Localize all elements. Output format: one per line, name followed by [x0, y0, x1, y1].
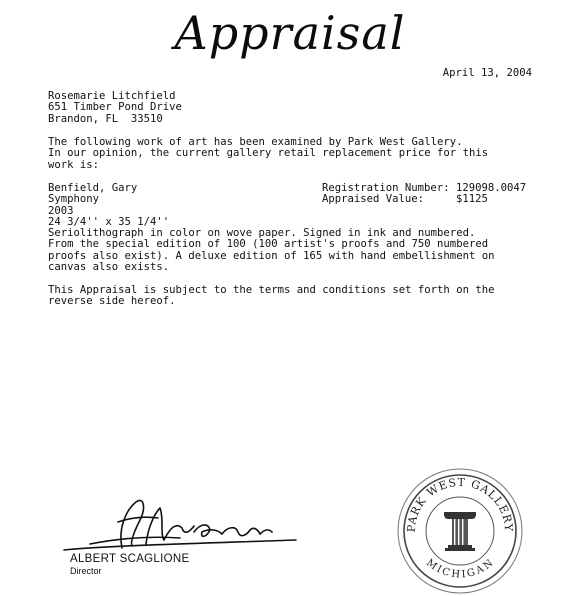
appraised-value: $1125	[455, 193, 488, 206]
terms-paragraph	[48, 285, 548, 308]
artwork-size: 24 3/4'' x 35 1/4''	[48, 215, 170, 228]
svg-text:MICHIGAN	[424, 557, 496, 580]
signer-name: ALBERT SCAGLIONE	[70, 553, 190, 565]
terms-line: This Appraisal is subject to the terms and conditions set forth on the	[48, 284, 495, 296]
intro-line: The following work of art has been examined by Park West Gallery.	[48, 136, 463, 148]
intro-paragraph	[48, 137, 548, 171]
recipient-city: Brandon, FL 33510	[48, 112, 163, 125]
recipient-street: 651 Timber Pond Drive	[48, 101, 182, 114]
appraised-label: Appraised Value:	[322, 193, 425, 206]
column-icon	[444, 512, 476, 551]
artwork-artist: Benfield, Gary	[48, 182, 138, 194]
intro-line: In our opinion, the current gallery retail replacement price for this	[48, 147, 489, 160]
artwork-title: Symphony	[48, 193, 100, 206]
signature-image	[60, 488, 300, 558]
description-line: proofs also exist). A deluxe edition of 165 with hand embellishment on	[48, 249, 495, 262]
description-line: Seriolithograph in color on wove paper. Signed in ink and numbered.	[48, 227, 476, 239]
document-heading: Appraisal	[174, 6, 406, 60]
registration-label: Registration Number:	[322, 182, 450, 194]
seal-bottom-text: MICHIGAN	[424, 557, 496, 581]
intro-line: work is:	[48, 158, 100, 171]
signer-title: Director	[70, 566, 102, 576]
recipient-name: Rosemarie Litchfield	[48, 90, 176, 102]
artwork-description	[48, 228, 548, 273]
description-line: canvas also exists.	[48, 260, 170, 273]
appraised-row	[322, 194, 526, 205]
appraisal-values	[322, 183, 526, 206]
recipient-address	[48, 91, 182, 125]
registration-number: 129098.0047	[455, 182, 527, 194]
artwork-year: 2003	[48, 204, 74, 217]
terms-line: reverse side hereof.	[48, 295, 176, 308]
gallery-seal	[395, 466, 525, 596]
artwork-details	[48, 183, 169, 228]
description-line: From the special edition of 100 (100 artist's proofs and 750 numbered	[48, 238, 489, 251]
document-date: April 13, 2004	[442, 67, 532, 79]
seal-top-text: PARK WEST GALLERY	[404, 475, 516, 533]
